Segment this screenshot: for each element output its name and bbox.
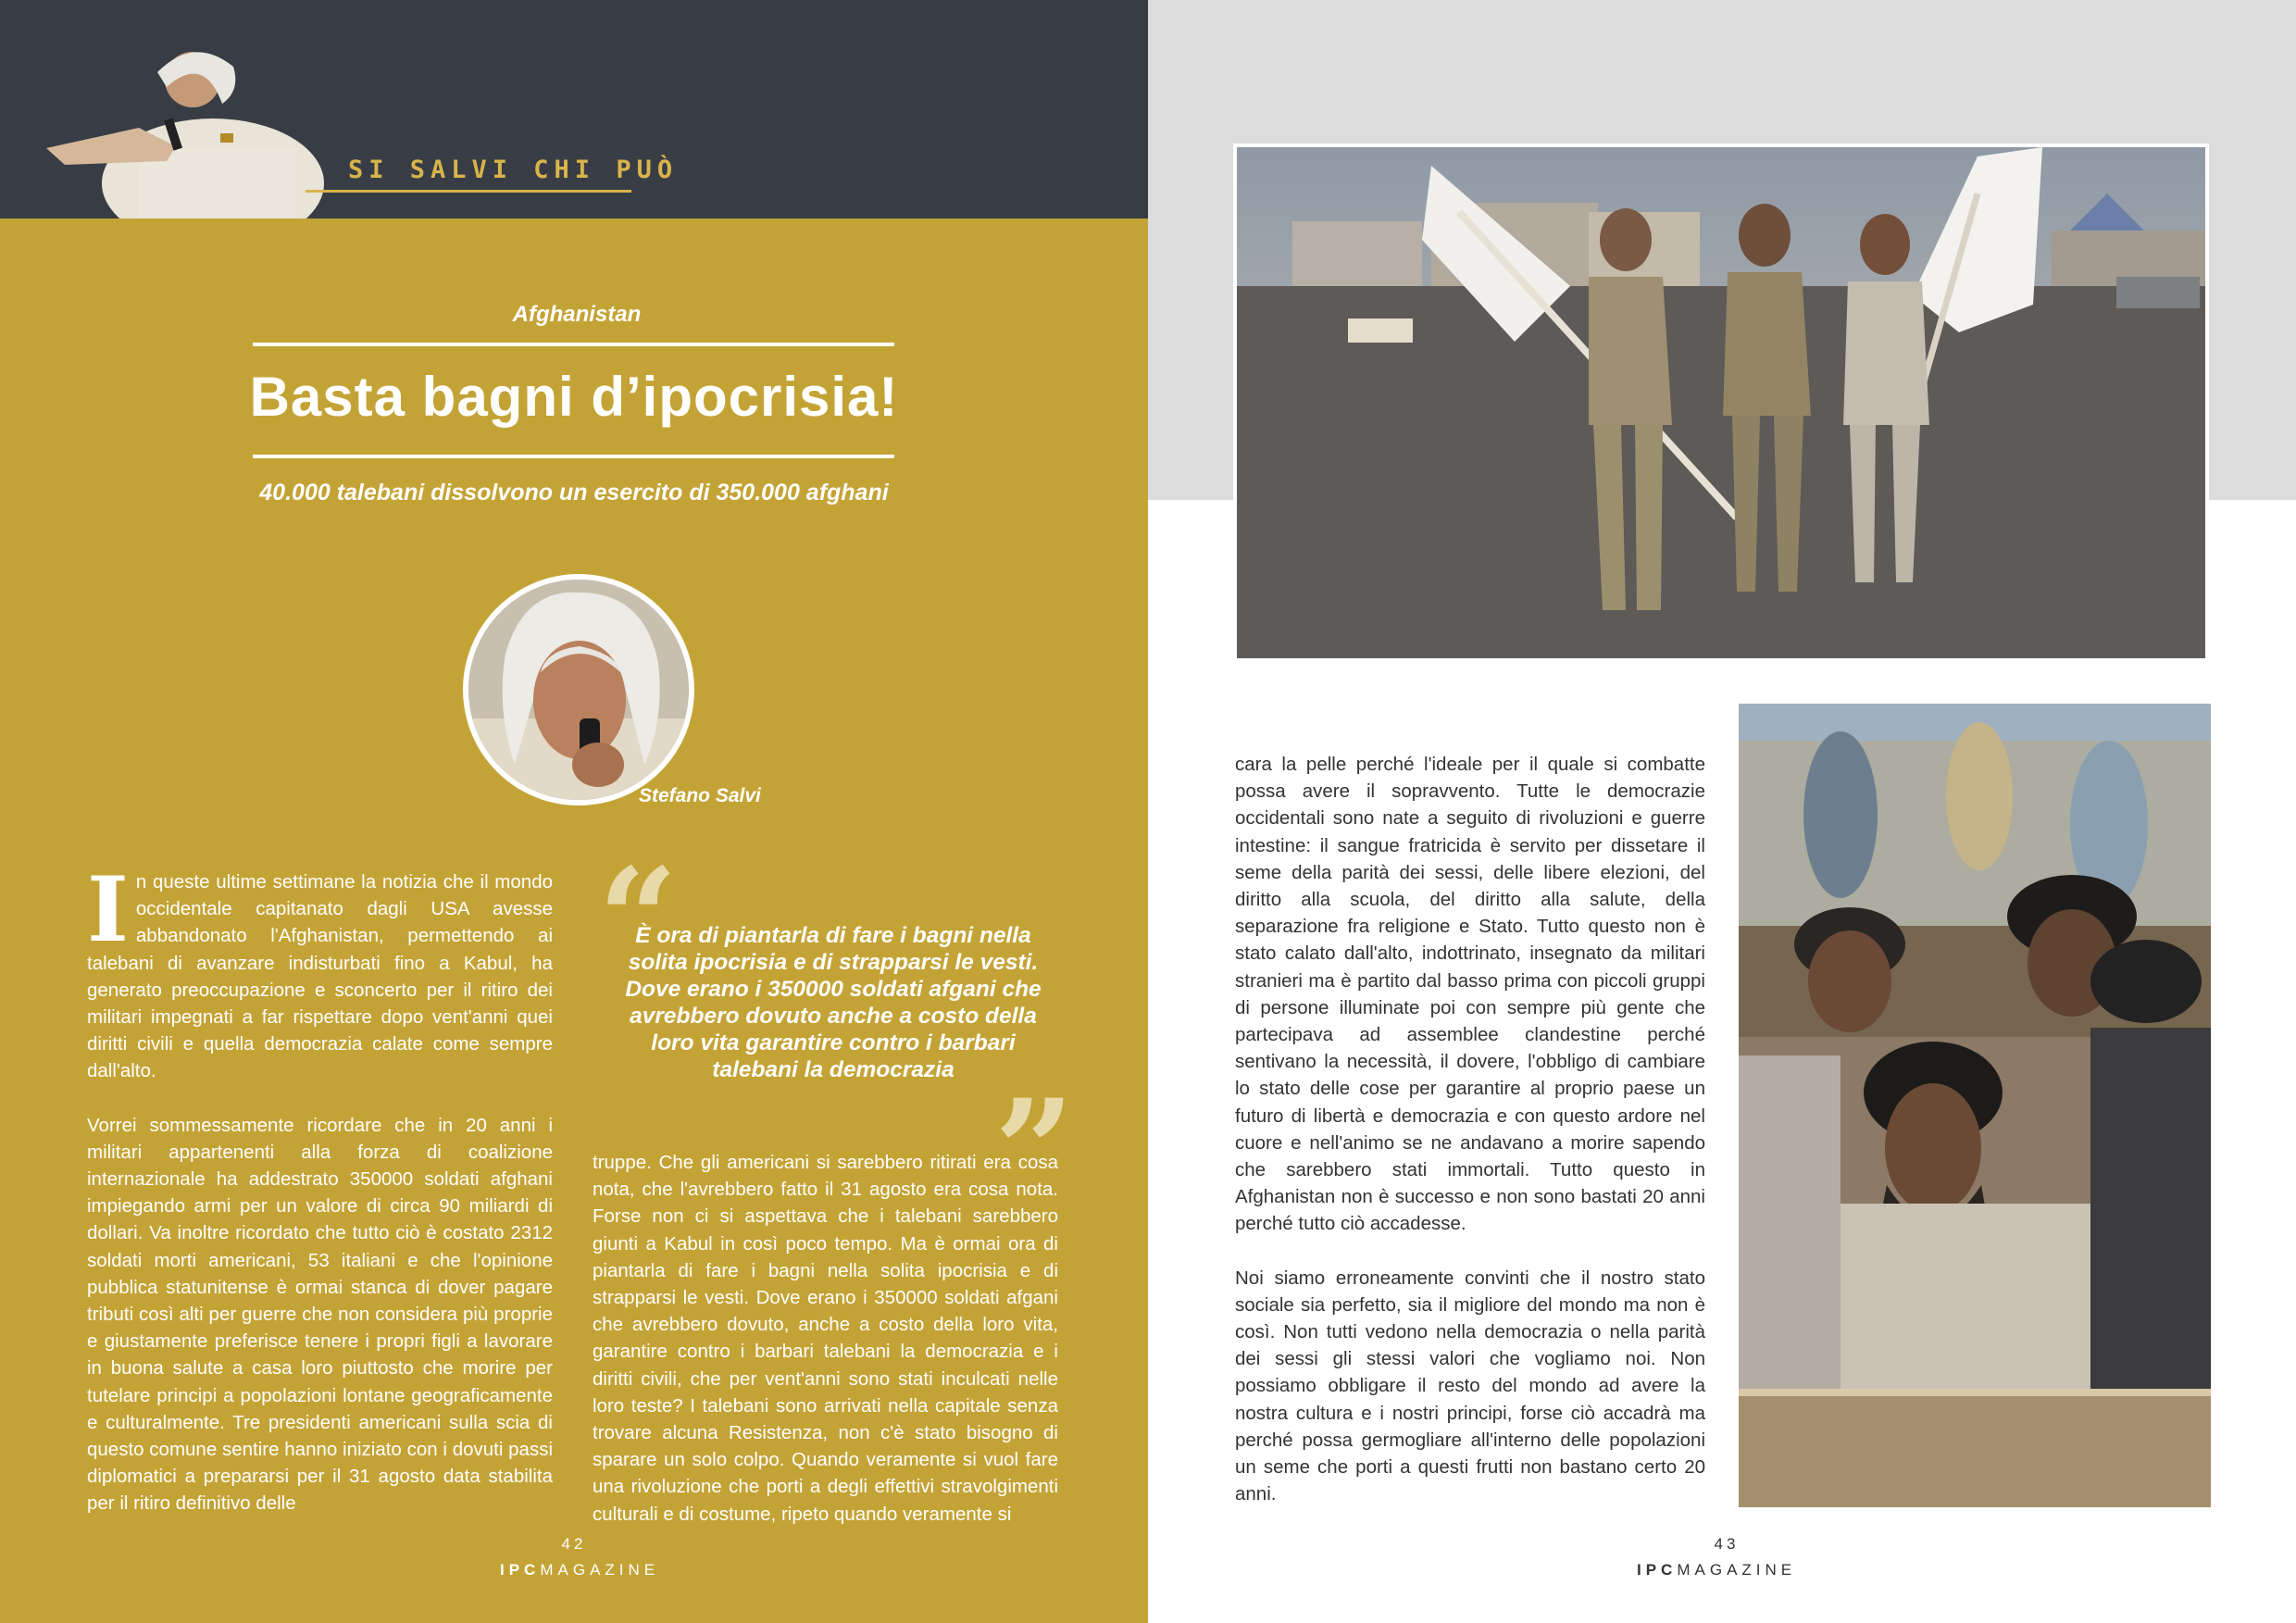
- pull-quote: È ora di piantarla di fare i bagni nella solita ipocrisia e di strapparsi le vesti. Dove erano i 350000 soldati afgani che avrebbero dovuto anche a costo della loro vita garantire contro i barbari talebani la democrazia: [625, 923, 1042, 1082]
- paragraph-text: n queste ultime settimane la notizia che il mondo occidentale capitanato dagli USA avesse abbandonato l'Afghanistan, permettendo ai talebani di avanzare indisturbati fino a Kabul, ha generato preoccupazione e sconcerto per il ritiro dei militari impegnati a far rispettare dopo vent'anni quei diritti civili e quella democrazia calate come sempre dall'alto.: [87, 871, 553, 1082]
- article-headline: Basta bagni d’ipocrisia!: [249, 366, 899, 428]
- article-paragraph: truppe. Che gli americani si sarebbero ritirati era cosa nota, che l'avrebbero fatto il 31 agosto era cosa nota. Forse non ci si aspettava che i talebani sarebbero giunti a Kabul in così poco tempo. Ma è ormai ora di piantarla di fare i bagni nella solita ipocrisia e di strapparsi le vesti. Dove erano i 350000 soldati afgani che avrebbero dovuto, anche a costo della loro vita, garantire contro i barbari talebani la democrazia e i diritti civili, che per vent'anni sono stati inculcati nelle loro teste? I talebani sono arrivati nella capitale senza trovare alcuna Resistenza, non c'è stato bisogno di sparare un solo colpo. Quando veramente si vuol fare una rivoluzione che porti a degli effettivi stravolgimenti culturali e di costume, ripeto quando veramente si: [593, 1152, 1058, 1525]
- article-column-2: [593, 1149, 1058, 1528]
- author-portrait-image: [468, 580, 689, 800]
- header-author-photo: [28, 44, 343, 218]
- page-number: 42: [561, 1535, 587, 1553]
- taliban-palace-image: [1739, 704, 2211, 1507]
- right-page: [1148, 0, 2296, 1623]
- magazine-brand: [1637, 1561, 1796, 1579]
- headline-rule-bottom: [253, 455, 894, 458]
- author-portrait: [463, 574, 694, 805]
- section-underline: [306, 190, 631, 193]
- magazine-brand: [500, 1561, 659, 1579]
- article-column-1: [87, 857, 553, 1517]
- taliban-flags-image: [1237, 147, 2205, 658]
- brand-rest: MAGAZINE: [540, 1561, 660, 1579]
- page-number: 43: [1714, 1535, 1740, 1553]
- open-quote-icon: “: [598, 838, 679, 1001]
- taliban-flags-photo: [1233, 144, 2209, 662]
- taliban-palace-photo: [1739, 704, 2211, 1507]
- section-title: SI SALVI CHI PUÒ: [348, 156, 679, 184]
- drop-cap: I: [87, 857, 129, 962]
- author-name: Stefano Salvi: [639, 785, 761, 806]
- article-paragraph: Vorrei sommessamente ricordare che in 20 anni i militari appartenenti alla forza di coalizione internazionale ha addestrato 350000 soldati afghani impiegando armi per un valore di circa 90 miliardi di dollari. Va inoltre ricordato che tutto ciò è costato 2312 soldati morti americani, 53 italiani e che l'opinione pubblica statunitense è ormai stanca di dover pagare tributi così alti per guerre che non considera più proprie e giustamente preferisce tenere i propri figli a lavorare in buona salute a casa loro piuttosto che morire per tutelare principi a popolazioni lontane geograficamente e culturalmente. Tre presidenti americani sulla scia di questo comune sentire hanno iniziato con i dovuti passi diplomatici a prepararsi per il 31 agosto data stabilita per il ritiro definitivo delle: [87, 1114, 553, 1515]
- page-header: [0, 0, 1148, 218]
- article-paragraph: [87, 857, 553, 1085]
- headline-rule-top: [253, 343, 894, 346]
- close-quote-icon: ”: [994, 1069, 1075, 1232]
- brand-rest: MAGAZINE: [1677, 1561, 1797, 1579]
- brand-bold: IPC: [500, 1561, 541, 1579]
- article-paragraph: Noi siamo erroneamente convinti che il nostro stato sociale sia perfetto, sia il migliore del mondo ma non è così. Non tutti vedono nella democrazia o nella parità dei sessi gli stessi valori che vogliamo noi. Non possiamo obbligare il resto del mondo ad avere la nostra cultura e i nostri principi, forse ciò accadrà ma perché possa germogliare all'interno delle popolazioni un seme che porti a questi frutti non bastano certo 20 anni.: [1235, 1267, 1705, 1505]
- article-column-3: [1235, 751, 1705, 1507]
- article-paragraph: cara la pelle perché l'ideale per il quale si combatte possa avere il sopravvento. Tutte le democrazie occidentali sono nate a seguito di rivoluzioni e guerre intestine: il sangue fratricida è servito per dissetare il seme della parità dei sessi, delle libere elezioni, del diritto alla scuola, del diritto alla salute, della separazione fra religione e Stato. Tutto questo non è stato calato dall'alto, indottrinato, insegnato da militari stranieri ma è partito dal basso prima con piccoli gruppi di persone illuminate poi con sempre più gente che partecipava ad assemblee clandestine perché sentivano la necessità, il dovere, l'obbligo di cambiare lo stato delle cose per garantire al proprio paese un futuro di libertà e democrazia e con questo ardore nel cuore e nell'animo se ne andavano a morire sapendo che sarebbero stati immortali. Tutto questo in Afghanistan non è successo e non sono bastati 20 anni perché tutto ciò accadesse.: [1235, 754, 1705, 1235]
- brand-bold: IPC: [1637, 1561, 1678, 1579]
- article-kicker: Afghanistan: [512, 302, 642, 327]
- article-subheadline: 40.000 talebani dissolvono un esercito di 350.000 afghani: [259, 480, 889, 506]
